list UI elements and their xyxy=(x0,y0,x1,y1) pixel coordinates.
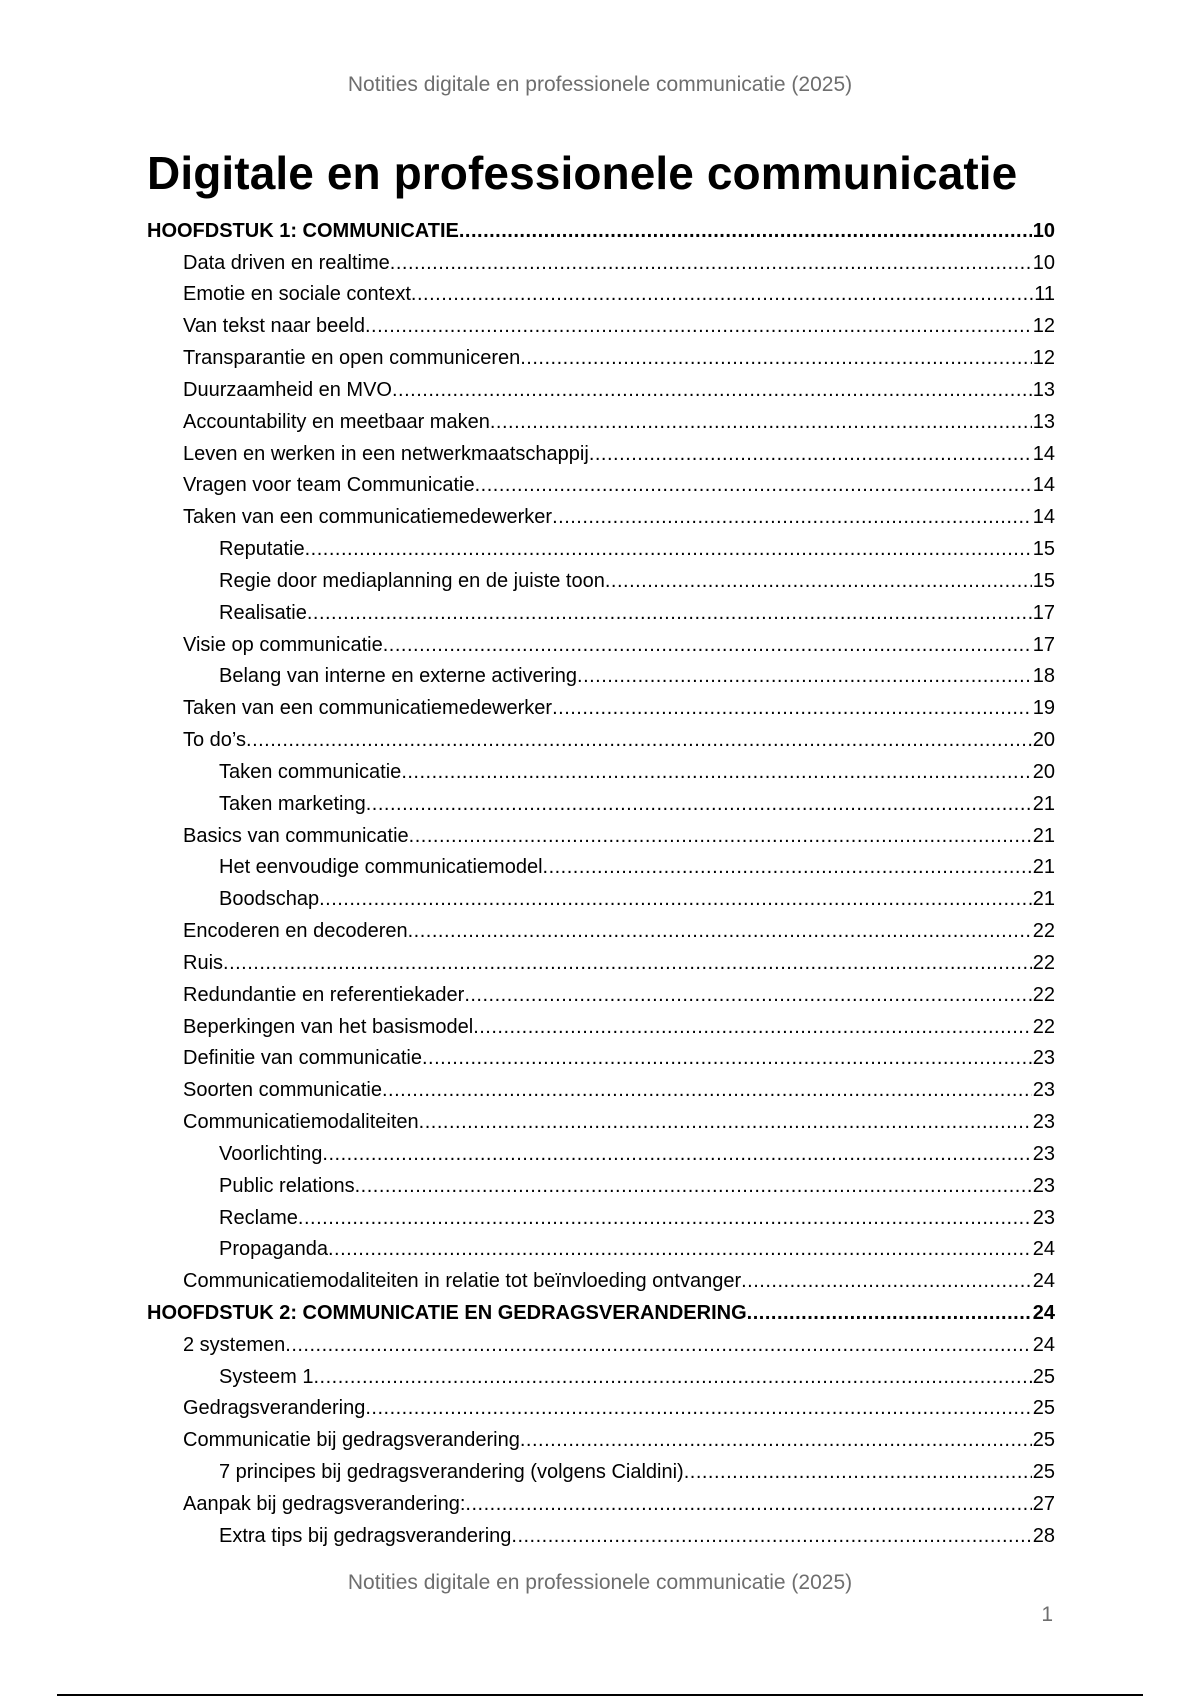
toc-entry-label: HOOFDSTUK 1: COMMUNICATIE xyxy=(147,219,459,242)
toc-entry-page-number: 23 xyxy=(1032,1174,1055,1197)
toc-dot-leader xyxy=(475,473,1032,497)
toc-entry-label: Communicatiemodaliteiten in relatie tot beïnvloeding ontvanger xyxy=(183,1270,742,1293)
toc-entry-label: Taken communicatie xyxy=(219,760,402,783)
toc-section-entry[interactable] xyxy=(147,1420,1055,1452)
toc-section-entry[interactable] xyxy=(147,434,1055,466)
toc-entry-label: Data driven en realtime xyxy=(183,251,390,274)
toc-dot-leader xyxy=(490,410,1032,434)
toc-subsection-entry[interactable] xyxy=(147,1452,1055,1484)
toc-dot-leader xyxy=(392,378,1032,402)
toc-dot-leader xyxy=(409,824,1032,848)
toc-entry-page-number: 17 xyxy=(1032,633,1055,656)
toc-dot-leader xyxy=(366,792,1032,816)
toc-dot-leader xyxy=(459,219,1032,243)
toc-entry-label: Systeem 1 xyxy=(219,1365,314,1388)
toc-entry-page-number: 23 xyxy=(1032,1142,1055,1165)
toc-entry-page-number: 14 xyxy=(1032,442,1055,465)
toc-entry-page-number: 11 xyxy=(1034,283,1055,306)
toc-dot-leader xyxy=(319,887,1032,911)
toc-entry-page-number: 23 xyxy=(1032,1206,1055,1229)
toc-dot-leader xyxy=(365,314,1032,338)
toc-entry-label: Het eenvoudige communicatiemodel xyxy=(219,856,543,879)
toc-entry-label: Beperkingen van het basismodel xyxy=(183,1015,474,1038)
toc-chapter-entry[interactable] xyxy=(147,211,1055,243)
toc-section-entry[interactable] xyxy=(147,1102,1055,1134)
toc-subsection-entry[interactable] xyxy=(147,1134,1055,1166)
toc-entry-label: HOOFDSTUK 2: COMMUNICATIE EN GEDRAGSVERANDERING xyxy=(147,1301,747,1324)
toc-entry-page-number: 15 xyxy=(1032,569,1055,592)
table-of-contents xyxy=(147,211,1055,1548)
toc-section-entry[interactable] xyxy=(147,306,1055,338)
toc-subsection-entry[interactable] xyxy=(147,1516,1055,1548)
toc-entry-page-number: 22 xyxy=(1032,1015,1055,1038)
toc-section-entry[interactable] xyxy=(147,1325,1055,1357)
toc-dot-leader xyxy=(411,282,1033,306)
toc-entry-page-number: 21 xyxy=(1032,856,1055,879)
toc-section-entry[interactable] xyxy=(147,816,1055,848)
toc-dot-leader xyxy=(305,537,1032,561)
toc-entry-page-number: 21 xyxy=(1032,824,1055,847)
page-divider xyxy=(57,1694,1143,1696)
toc-dot-leader xyxy=(313,1365,1031,1389)
toc-subsection-entry[interactable] xyxy=(147,752,1055,784)
toc-entry-page-number: 21 xyxy=(1032,888,1055,911)
page-footer: Notities digitale en professionele communicatie (2025) xyxy=(347,1571,853,1594)
toc-dot-leader xyxy=(511,1524,1031,1548)
toc-dot-leader xyxy=(543,855,1032,879)
toc-entry-page-number: 23 xyxy=(1032,1111,1055,1134)
toc-entry-label: Definitie van communicatie xyxy=(183,1047,422,1070)
toc-section-entry[interactable] xyxy=(147,1484,1055,1516)
toc-entry-page-number: 18 xyxy=(1032,665,1055,688)
toc-entry-page-number: 22 xyxy=(1032,920,1055,943)
toc-dot-leader xyxy=(322,1142,1031,1166)
toc-entry-page-number: 22 xyxy=(1032,951,1055,974)
toc-entry-page-number: 23 xyxy=(1032,1047,1055,1070)
toc-entry-page-number: 21 xyxy=(1032,792,1055,815)
toc-subsection-entry[interactable] xyxy=(147,561,1055,593)
toc-entry-label: 7 principes bij gedragsverandering (volgens Cialdini) xyxy=(219,1461,684,1484)
toc-entry-page-number: 10 xyxy=(1032,219,1055,242)
toc-entry-page-number: 10 xyxy=(1032,251,1055,274)
toc-entry-page-number: 12 xyxy=(1032,347,1055,370)
toc-entry-page-number: 14 xyxy=(1032,474,1055,497)
toc-entry-page-number: 12 xyxy=(1032,315,1055,338)
toc-dot-leader xyxy=(422,1046,1032,1070)
toc-entry-label: Vragen voor team Communicatie xyxy=(183,474,475,497)
toc-dot-leader xyxy=(684,1460,1032,1484)
toc-entry-label: Aanpak bij gedragsverandering: xyxy=(183,1492,466,1515)
toc-chapter-entry[interactable] xyxy=(147,1293,1055,1325)
toc-entry-label: Belang van interne en externe activering xyxy=(219,665,578,688)
toc-entry-label: Gedragsverandering xyxy=(183,1397,366,1420)
toc-entry-page-number: 24 xyxy=(1032,1301,1055,1324)
toc-entry-label: Encoderen en decoderen xyxy=(183,920,408,943)
toc-entry-page-number: 20 xyxy=(1032,729,1055,752)
toc-entry-page-number: 20 xyxy=(1032,760,1055,783)
toc-subsection-entry[interactable] xyxy=(147,784,1055,816)
toc-dot-leader xyxy=(741,1269,1032,1293)
toc-dot-leader xyxy=(419,1110,1032,1134)
toc-section-entry[interactable] xyxy=(147,625,1055,657)
toc-entry-label: Visie op communicatie xyxy=(183,633,383,656)
toc-section-entry[interactable] xyxy=(147,943,1055,975)
toc-dot-leader xyxy=(328,1237,1032,1261)
toc-entry-page-number: 13 xyxy=(1032,410,1055,433)
toc-dot-leader xyxy=(520,346,1032,370)
toc-subsection-entry[interactable] xyxy=(147,848,1055,880)
toc-subsection-entry[interactable] xyxy=(147,1357,1055,1389)
toc-section-entry[interactable] xyxy=(147,466,1055,498)
toc-dot-leader xyxy=(307,601,1032,625)
toc-dot-leader xyxy=(589,442,1032,466)
toc-entry-page-number: 15 xyxy=(1032,538,1055,561)
toc-entry-page-number: 22 xyxy=(1032,983,1055,1006)
toc-entry-label: Transparantie en open communiceren xyxy=(183,347,521,370)
toc-dot-leader xyxy=(520,1428,1032,1452)
toc-entry-page-number: 25 xyxy=(1032,1365,1055,1388)
toc-entry-label: Propaganda xyxy=(219,1238,328,1261)
toc-entry-label: Basics van communicatie xyxy=(183,824,409,847)
toc-subsection-entry[interactable] xyxy=(147,593,1055,625)
toc-dot-leader xyxy=(355,1174,1032,1198)
toc-section-entry[interactable] xyxy=(147,497,1055,529)
toc-dot-leader xyxy=(390,251,1032,275)
toc-dot-leader xyxy=(223,951,1032,975)
toc-entry-label: 2 systemen xyxy=(183,1333,286,1356)
toc-section-entry[interactable] xyxy=(147,975,1055,1007)
toc-entry-page-number: 25 xyxy=(1032,1461,1055,1484)
toc-entry-label: Leven en werken in een netwerkmaatschappij xyxy=(183,442,589,465)
toc-entry-label: Taken marketing xyxy=(219,792,366,815)
toc-dot-leader xyxy=(605,569,1032,593)
toc-entry-page-number: 13 xyxy=(1032,378,1055,401)
toc-dot-leader xyxy=(246,728,1032,752)
toc-section-entry[interactable] xyxy=(147,275,1055,307)
toc-entry-label: Taken van een communicatiemedewerker xyxy=(183,697,553,720)
toc-section-entry[interactable] xyxy=(147,1007,1055,1039)
toc-section-entry[interactable] xyxy=(147,338,1055,370)
toc-entry-page-number: 25 xyxy=(1032,1397,1055,1420)
toc-dot-leader xyxy=(552,696,1032,720)
toc-entry-label: Boodschap xyxy=(219,888,320,911)
toc-subsection-entry[interactable] xyxy=(147,529,1055,561)
toc-subsection-entry[interactable] xyxy=(147,657,1055,689)
toc-section-entry[interactable] xyxy=(147,1261,1055,1293)
toc-entry-page-number: 24 xyxy=(1032,1238,1055,1261)
toc-entry-label: Realisatie xyxy=(219,601,307,624)
toc-dot-leader xyxy=(382,1078,1032,1102)
toc-subsection-entry[interactable] xyxy=(147,1198,1055,1230)
toc-section-entry[interactable] xyxy=(147,243,1055,275)
toc-entry-label: Ruis xyxy=(183,951,224,974)
toc-entry-page-number: 19 xyxy=(1032,697,1055,720)
toc-entry-page-number: 25 xyxy=(1032,1429,1055,1452)
toc-section-entry[interactable] xyxy=(147,1389,1055,1421)
toc-entry-label: To do’s xyxy=(183,729,247,752)
toc-dot-leader xyxy=(552,505,1032,529)
toc-section-entry[interactable] xyxy=(147,370,1055,402)
toc-entry-label: Duurzaamheid en MVO xyxy=(183,378,392,401)
toc-section-entry[interactable] xyxy=(147,911,1055,943)
toc-entry-label: Communicatiemodaliteiten xyxy=(183,1111,419,1134)
page-header: Notities digitale en professionele communicatie (2025) xyxy=(347,73,853,96)
toc-entry-label: Reputatie xyxy=(219,538,305,561)
document-title: Digitale en professionele communicatie xyxy=(147,147,1018,199)
toc-entry-label: Accountability en meetbaar maken xyxy=(183,410,490,433)
toc-dot-leader xyxy=(285,1333,1031,1357)
toc-dot-leader xyxy=(298,1206,1032,1230)
toc-entry-label: Reclame xyxy=(219,1206,298,1229)
toc-dot-leader xyxy=(383,633,1032,657)
toc-entry-label: Public relations xyxy=(219,1174,355,1197)
toc-dot-leader xyxy=(577,664,1032,688)
toc-dot-leader xyxy=(408,919,1032,943)
toc-entry-label: Communicatie bij gedragsverandering xyxy=(183,1429,520,1452)
toc-entry-page-number: 23 xyxy=(1032,1079,1055,1102)
toc-entry-label: Extra tips bij gedragsverandering xyxy=(219,1524,512,1547)
toc-subsection-entry[interactable] xyxy=(147,879,1055,911)
toc-entry-page-number: 24 xyxy=(1032,1270,1055,1293)
toc-entry-page-number: 17 xyxy=(1032,601,1055,624)
toc-entry-page-number: 14 xyxy=(1032,506,1055,529)
toc-entry-page-number: 28 xyxy=(1032,1524,1055,1547)
toc-entry-page-number: 24 xyxy=(1032,1333,1055,1356)
toc-dot-leader xyxy=(464,983,1031,1007)
toc-entry-page-number: 27 xyxy=(1032,1492,1055,1515)
toc-section-entry[interactable] xyxy=(147,1070,1055,1102)
page-number: 1 xyxy=(1041,1603,1053,1626)
toc-entry-label: Regie door mediaplanning en de juiste toon xyxy=(219,569,605,592)
toc-entry-label: Emotie en sociale context xyxy=(183,283,411,306)
toc-dot-leader xyxy=(365,1396,1031,1420)
toc-entry-label: Van tekst naar beeld xyxy=(183,315,365,338)
toc-entry-label: Soorten communicatie xyxy=(183,1079,382,1102)
toc-subsection-entry[interactable] xyxy=(147,1230,1055,1262)
toc-section-entry[interactable] xyxy=(147,688,1055,720)
toc-section-entry[interactable] xyxy=(147,720,1055,752)
toc-entry-label: Taken van een communicatiemedewerker xyxy=(183,506,553,529)
toc-dot-leader xyxy=(401,760,1031,784)
toc-subsection-entry[interactable] xyxy=(147,1166,1055,1198)
toc-dot-leader xyxy=(747,1301,1032,1325)
toc-entry-label: Voorlichting xyxy=(219,1142,323,1165)
toc-entry-label: Redundantie en referentiekader xyxy=(183,983,465,1006)
toc-section-entry[interactable] xyxy=(147,402,1055,434)
toc-dot-leader xyxy=(473,1015,1032,1039)
toc-dot-leader xyxy=(465,1492,1031,1516)
toc-section-entry[interactable] xyxy=(147,1039,1055,1071)
